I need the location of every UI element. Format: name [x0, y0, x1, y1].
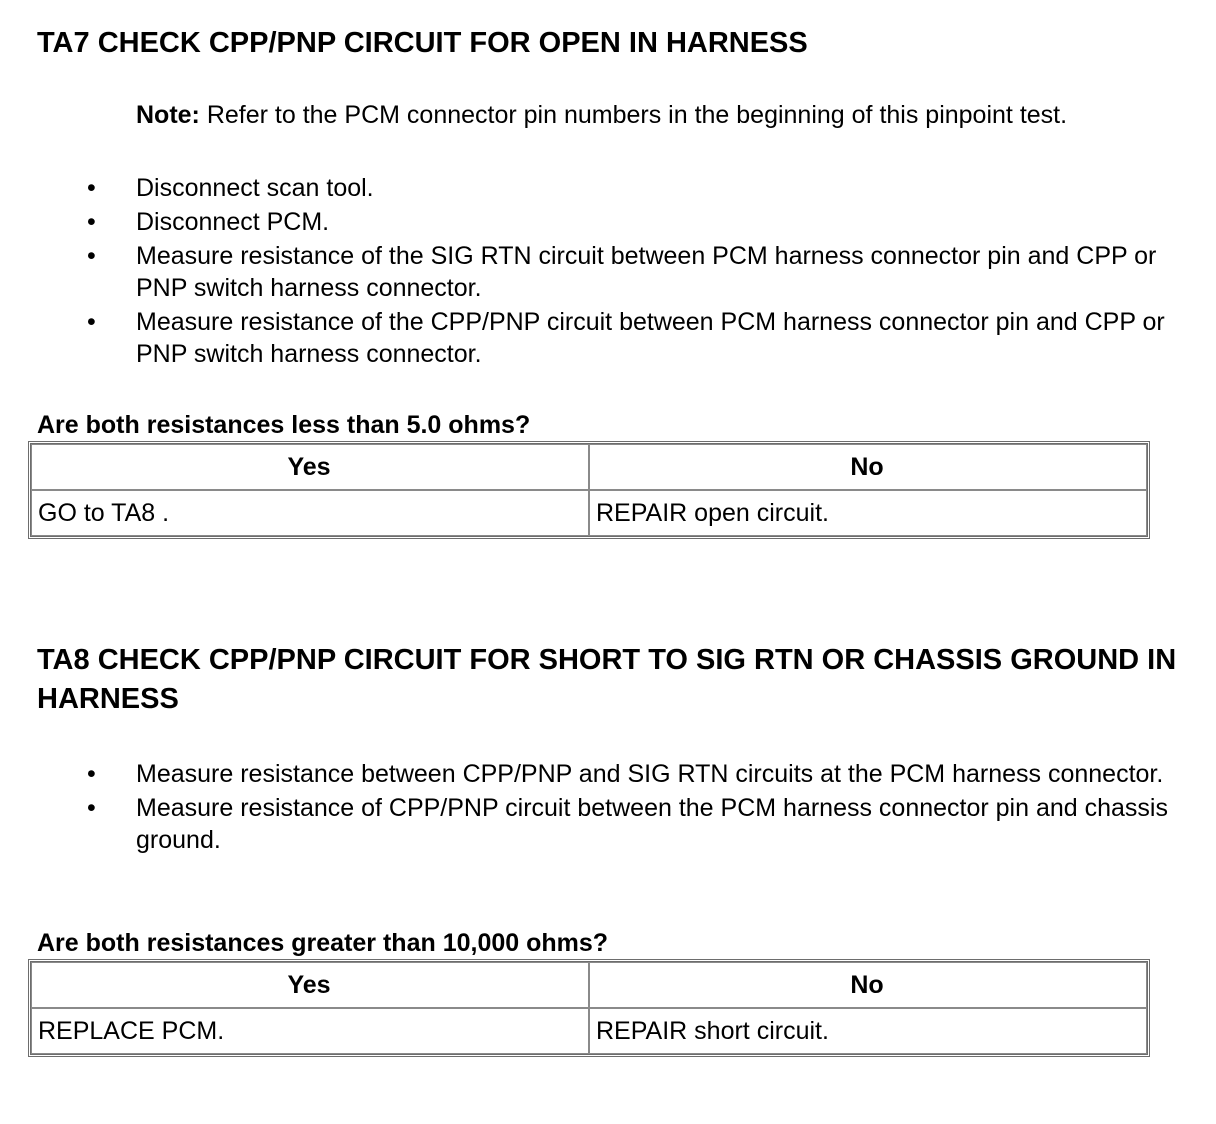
bullet-icon: •: [87, 208, 96, 236]
yes-header: Yes: [31, 962, 589, 1008]
yes-action: GO to TA8 .: [31, 490, 589, 536]
ta7-steps-list: [0, 172, 1216, 370]
step-text: Measure resistance of CPP/PNP circuit between the PCM harness connector pin and chassis ground.: [136, 794, 1168, 854]
ta7-question: Are both resistances less than 5.0 ohms?: [37, 411, 531, 439]
list-item: [0, 306, 1196, 370]
step-text: Measure resistance of the CPP/PNP circuit between PCM harness connector pin and CPP or PNP switch harness connector.: [136, 308, 1165, 368]
step-text: Measure resistance of the SIG RTN circuit between PCM harness connector pin and CPP or PNP switch harness connector.: [136, 242, 1157, 302]
table-row: [31, 1008, 1147, 1054]
bullet-icon: •: [87, 760, 96, 788]
list-item: [0, 206, 1196, 238]
ta8-heading: TA8 CHECK CPP/PNP CIRCUIT FOR SHORT TO SIG RTN OR CHASSIS GROUND IN HARNESS: [37, 644, 1177, 715]
list-item: [0, 792, 1196, 856]
bullet-icon: •: [87, 794, 96, 822]
list-item: [0, 172, 1196, 204]
note-label: Note:: [136, 101, 200, 129]
yes-header: Yes: [31, 444, 589, 490]
ta7-note: [136, 99, 1067, 131]
ta8-decision-table: [28, 959, 1150, 1057]
no-action: REPAIR short circuit.: [589, 1008, 1147, 1054]
note-text: Refer to the PCM connector pin numbers in the beginning of this pinpoint test.: [199, 101, 1068, 129]
step-text: Measure resistance between CPP/PNP and SIG RTN circuits at the PCM harness connector.: [136, 760, 1164, 788]
no-header: No: [589, 962, 1147, 1008]
ta7-decision-table: [28, 441, 1150, 539]
no-header: No: [589, 444, 1147, 490]
step-text: Disconnect PCM.: [136, 208, 330, 236]
yes-action: REPLACE PCM.: [31, 1008, 589, 1054]
bullet-icon: •: [87, 308, 96, 336]
bullet-icon: •: [87, 242, 96, 270]
ta7-heading: TA7 CHECK CPP/PNP CIRCUIT FOR OPEN IN HARNESS: [37, 27, 808, 59]
bullet-icon: •: [87, 174, 96, 202]
step-text: Disconnect scan tool.: [136, 174, 374, 202]
table-header-row: [31, 444, 1147, 490]
table-header-row: [31, 962, 1147, 1008]
list-item: [0, 240, 1196, 304]
ta8-steps-list: [0, 758, 1216, 856]
table-row: [31, 490, 1147, 536]
list-item: [0, 758, 1196, 790]
ta8-question: Are both resistances greater than 10,000 ohms?: [37, 929, 609, 957]
no-action: REPAIR open circuit.: [589, 490, 1147, 536]
